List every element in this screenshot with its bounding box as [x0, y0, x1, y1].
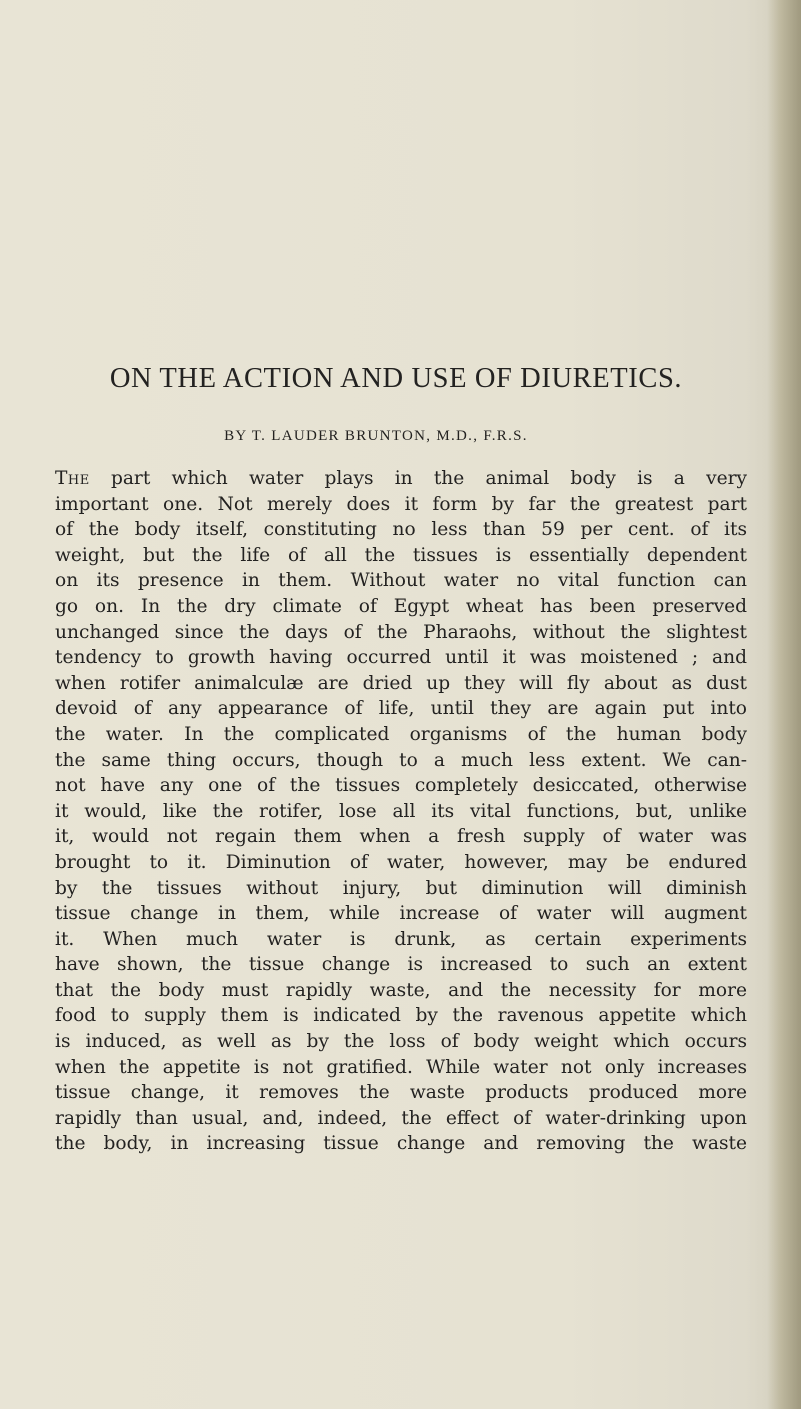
text-line: on its presence in them. Without water no vital function can — [55, 570, 747, 592]
text-line: important one. Not merely does it form by far the greatest part — [55, 493, 747, 515]
text-line: food to supply them is indicated by the ravenous appetite which — [55, 1005, 747, 1027]
text-line — [55, 466, 747, 492]
text-line: the water. In the complicated organisms of the human body — [55, 723, 747, 745]
opening-word: The — [55, 468, 90, 489]
text-line: not have any one of the tissues completely desiccated, otherwise — [55, 775, 747, 797]
text-line: when the appetite is not gratified. While water not only increases — [55, 1056, 747, 1078]
text-line: of the body itself, constituting no less than 59 per cent. of its — [55, 519, 747, 541]
text-line: the same thing occurs, though to a much less extent. We can- — [55, 749, 747, 771]
text-line: it. When much water is drunk, as certain experiments — [55, 928, 747, 950]
body-paragraph — [55, 466, 747, 1157]
author-byline: BY T. LAUDER BRUNTON, M.D., F.R.S. — [224, 428, 528, 444]
text-line: unchanged since the days of the Pharaohs, without the slightest — [55, 621, 747, 643]
text-line: go on. In the dry climate of Egypt wheat has been preserved — [55, 595, 747, 617]
text-line: it would, like the rotifer, lose all its vital functions, but, unlike — [55, 800, 747, 822]
text-line: tissue change in them, while increase of water will augment — [55, 903, 747, 925]
page-edge-shadow — [767, 0, 801, 1409]
text-line: when rotifer animalculæ are dried up they will fly about as dust — [55, 672, 747, 694]
text-line-content: part which water plays in the animal body is a very — [89, 468, 747, 489]
text-line: it, would not regain them when a fresh supply of water was — [55, 826, 747, 848]
text-line: by the tissues without injury, but diminution will diminish — [55, 877, 747, 899]
text-line: devoid of any appearance of life, until they are again put into — [55, 698, 747, 720]
article-title: ON THE ACTION AND USE OF DIURETICS. — [109, 363, 683, 394]
text-line: is induced, as well as by the loss of body weight which occurs — [55, 1031, 747, 1053]
text-line: brought to it. Diminution of water, however, may be endured — [55, 851, 747, 873]
text-line: the body, in increasing tissue change and removing the waste — [55, 1133, 747, 1155]
text-line: weight, but the life of all the tissues is essentially dependent — [55, 544, 747, 566]
text-line: tissue change, it removes the waste products produced more — [55, 1082, 747, 1104]
text-line: rapidly than usual, and, indeed, the effect of water-drinking upon — [55, 1107, 747, 1129]
text-line: tendency to growth having occurred until it was moistened ; and — [55, 647, 747, 669]
text-line: have shown, the tissue change is increased to such an extent — [55, 954, 747, 976]
text-line: that the body must rapidly waste, and the necessity for more — [55, 979, 747, 1001]
